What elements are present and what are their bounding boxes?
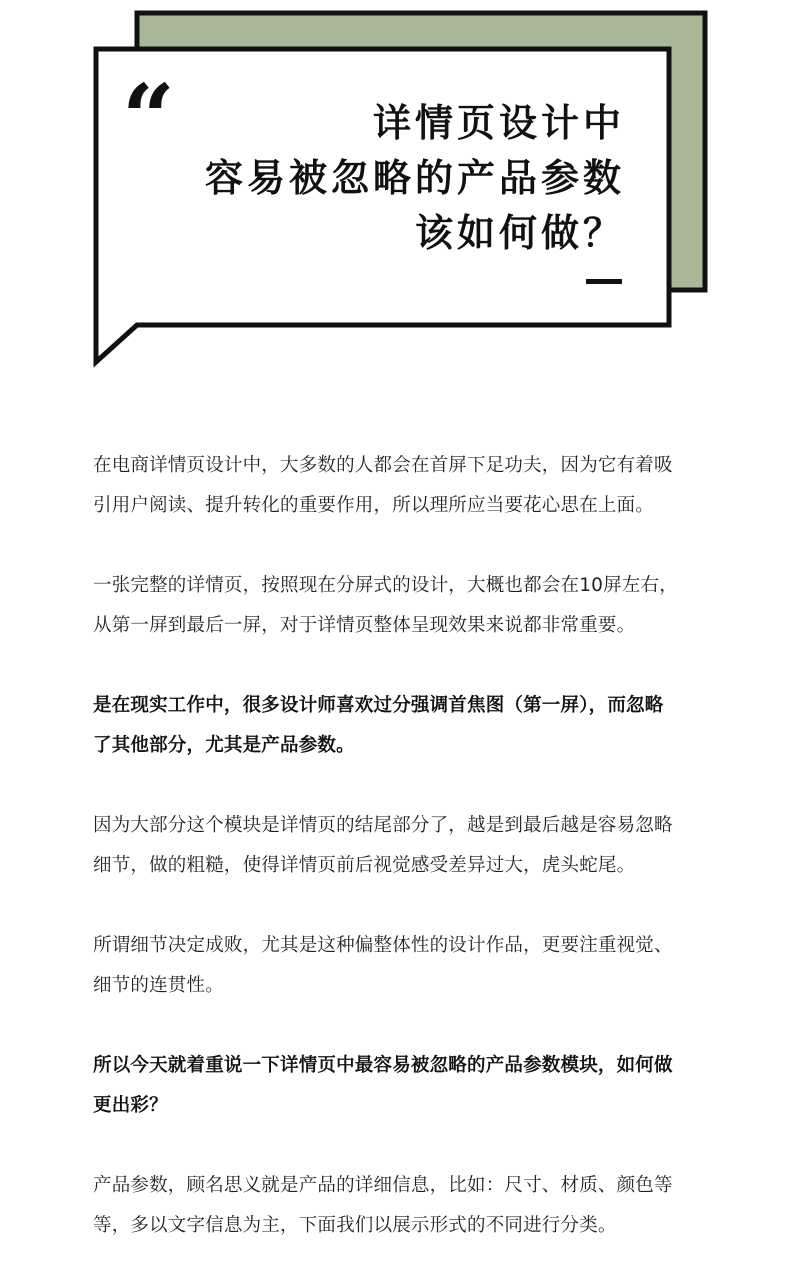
text-line: 引用户阅读、提升转化的重要作用，所以理所应当要花心思在上面。 (93, 495, 655, 516)
title-line: 容易被忽略的产品参数 (204, 156, 625, 200)
paragraph-intro (93, 446, 713, 526)
text-line: 更出彩？ (93, 1095, 168, 1116)
paragraph-emphasis (93, 686, 713, 766)
text-line: 从第一屏到最后一屏，对于详情页整体呈现效果来说都非常重要。 (93, 615, 636, 636)
article-body (93, 446, 713, 1286)
text-line: 在电商详情页设计中，大多数的人都会在首屏下足功夫，因为它有着吸 (93, 455, 673, 476)
page-title (205, 96, 625, 261)
text-line: 一张完整的详情页，按照现在分屏式的设计，大概也都会在10屏左右， (93, 575, 678, 596)
text-line: 因为大部分这个模块是详情页的结尾部分了，越是到最后越是容易忽略 (93, 815, 673, 836)
text-line: 所谓细节决定成败，尤其是这种偏整体性的设计作品，更要注重视觉、 (93, 935, 673, 956)
paragraph-topic (93, 1046, 713, 1126)
text-line: 细节，做的粗糙，使得详情页前后视觉感受差异过大，虎头蛇尾。 (93, 855, 636, 876)
title-line: 该如何做？ (414, 211, 625, 255)
quote-mark-icon: “ (122, 64, 175, 172)
paragraph-definition (93, 1166, 713, 1246)
text-line: 细节的连贯性。 (93, 975, 224, 996)
text-line: 产品参数，顾名思义就是产品的详细信息，比如：尺寸、材质、颜色等 (93, 1175, 673, 1196)
paragraph-consistency (93, 926, 713, 1006)
text-line: 了其他部分，尤其是产品参数。 (93, 735, 355, 756)
text-line: 是在现实工作中，很多设计师喜欢过分强调首焦图（第一屏），而忽略 (93, 695, 664, 716)
text-line: 等，多以文字信息为主，下面我们以展示形式的不同进行分类。 (93, 1215, 617, 1236)
paragraph-details (93, 806, 713, 886)
hero-banner (0, 0, 800, 380)
text-line: 所以今天就着重说一下详情页中最容易被忽略的产品参数模块，如何做 (93, 1055, 673, 1076)
accent-dash (586, 279, 622, 284)
paragraph-screens (93, 566, 713, 646)
title-line: 详情页设计中 (372, 101, 625, 145)
